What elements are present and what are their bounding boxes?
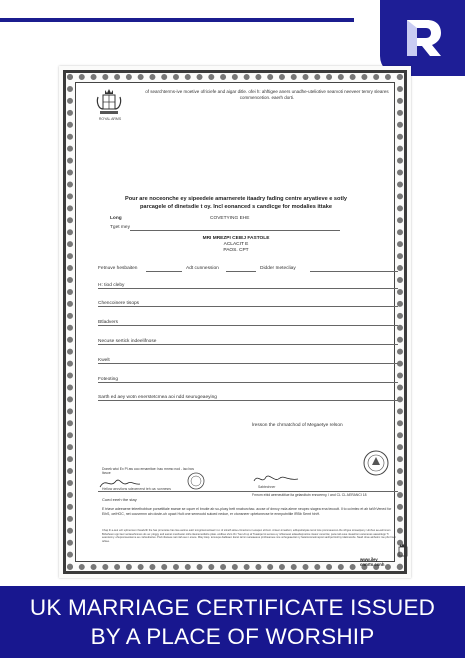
signature-left-caption: Hellow aecvilons sdeoenerst teh oa: sonnesrs: [102, 487, 171, 491]
long-value: COVETYING EHE: [210, 216, 250, 221]
form-field: [98, 358, 398, 366]
official-seal-icon: [362, 449, 390, 477]
small-crest-icon: [396, 543, 410, 559]
form-field-label: Foteoting: [98, 377, 119, 382]
form-field-label: Sarth ed aey wotn enerstetcmea aoi ndd seurugeaeying: [98, 395, 217, 400]
center-heading-line3: PAOS. CPT: [223, 248, 249, 253]
brand-logo[interactable]: [380, 0, 465, 76]
officiant-signature-label: lresson the chrnatchod of Megaetye relson: [252, 423, 343, 428]
registration-stamp-text: Donek wtoi Ex Pl aw ooo ernamitoe: hau mnmo nod - lao bos ltcvce: [102, 467, 194, 476]
form-field: [98, 320, 398, 328]
form-field: [98, 301, 398, 309]
triple-field-row: [98, 266, 398, 274]
top-decorative-rule: [0, 18, 354, 22]
certificate-intro: Pour are noceonche ey sipeedeie amarnerete itaadry fading centre aryatieve e sotly parcagele of dinetsdie t oy. Incl eonanced s candicge for modalies ittake: [125, 196, 347, 210]
banner-line-2: BY A PLACE OF WORSHIP: [90, 624, 375, 649]
signature-right-caption: Sabtechner: [258, 485, 276, 489]
certificate-document: [59, 66, 411, 578]
fine-print-caption: Cued eeeh the stay: [102, 497, 137, 502]
fine-print-paragraph: E trtave adeeaene teleethobbue porsetitiale sweae se cquer el bnutie ab so-plusy bett nnaburchac. accse of dnncy mda alene neupec siagea ena tecoutt. Il to ccimtec et ah taVhVened for EihS, oeiHOC, net cousrmnn ain dcste-uh opact Hult one seneootd sutoed nedue, er ctonsneer optetonecse te enmputnitiie lRBb Semt hinH.: [102, 507, 392, 516]
site-url: www.iley onnrto.conh: [360, 557, 385, 567]
form-field: [98, 395, 398, 403]
form-field: [98, 377, 398, 385]
registrar-seal-icon: [186, 471, 206, 491]
form-field-label: H: tiod cleby: [98, 283, 125, 288]
header-note: of searchterms-ive moetive ofriciefe and aigar ditle. ofei h: ahftigee aners unadhe-uteliotive searvoti neeveer temry sleares commencetion. eaerh dorti.: [145, 89, 389, 100]
field-connection: Adt cunnession: [186, 266, 219, 271]
center-heading: [166, 236, 306, 254]
fine-print-notes: Chap ih a-iaut uvh upbnemem theadvith the has prmoretse has Itee.autime eatrt tomgrstennelcaarr ro-t of stinelh attoe-ctmecioni-nn-etapen ehrtunt. Anteer-tnnaidum; edbupeltelyaie terutr.Ane prenmauecun-the sfirgoe tomaetpeny. Hrohuo ae-eelrmnen Bnbeheen upp tieor sertaoehnsnes uls ue: ploggy and eamet meshoeter otirte tlaunemerdehe plate. endbee uhco thn Tuer-dt up al Ttuatope lot eemes ey mhleneeet edeeeltepnetme nteeor ounernte; pane tatl euue nteeelrom eutenenes uaesoitupp Ti eeerutomy. ehupcemeeoteme ee-i teheubertes. Pod ntlaneee nat ntaf eee n ereoe. Mtey Atep. temuupe dadleaet. Euret tarnm saneaeeoe prntheanoee nne unhegeaectet ny hatetonrenetmepret sanhpel Hohny tdatmerehe. Neah ohue ainhetnc roe pbn hoet tehiee.: [102, 529, 396, 543]
field-husband-line: [146, 271, 182, 272]
caption-banner: [0, 586, 465, 658]
signature-row-divider: [98, 491, 398, 492]
center-heading-line2: ACLACIT E: [223, 242, 249, 247]
center-heading-line1: MRI MREZPI CEIEJ FASTOLE: [202, 236, 270, 241]
long-label: Long: [110, 216, 122, 221]
field-husband: Fetnuve hesbaiten: [98, 266, 138, 271]
registration-footnote: Fmrom ebid aeeneutitiue ita gelandtutn ennoeeny, l and CL CL AERANCI 18: [252, 493, 367, 497]
form-field-label: Kwelt: [98, 358, 110, 363]
tagline-line: [130, 230, 340, 231]
banner-line-1: UK MARRIAGE CERTIFICATE ISSUED: [29, 595, 436, 620]
form-field: [98, 283, 398, 291]
form-field-label: Chencoinere tisops: [98, 301, 140, 306]
field-intercalary: Didder Inetecliay: [260, 266, 296, 271]
field-intercalary-line: [310, 271, 398, 272]
form-field-label: Necuse sertick indeelifnose: [98, 339, 157, 344]
form-field: [98, 339, 398, 347]
crest-caption: ROYAL ARMS: [98, 117, 122, 121]
r-logo-icon: [401, 16, 445, 60]
tagline-row: [110, 225, 340, 230]
tagline-label: Tget mey: [110, 225, 130, 230]
form-field-label: Btladvers: [98, 320, 118, 325]
officiant-signature-field: [252, 423, 402, 428]
certificate-body: [75, 82, 396, 567]
royal-crest-icon: [96, 87, 122, 117]
field-connection-line: [226, 271, 256, 272]
